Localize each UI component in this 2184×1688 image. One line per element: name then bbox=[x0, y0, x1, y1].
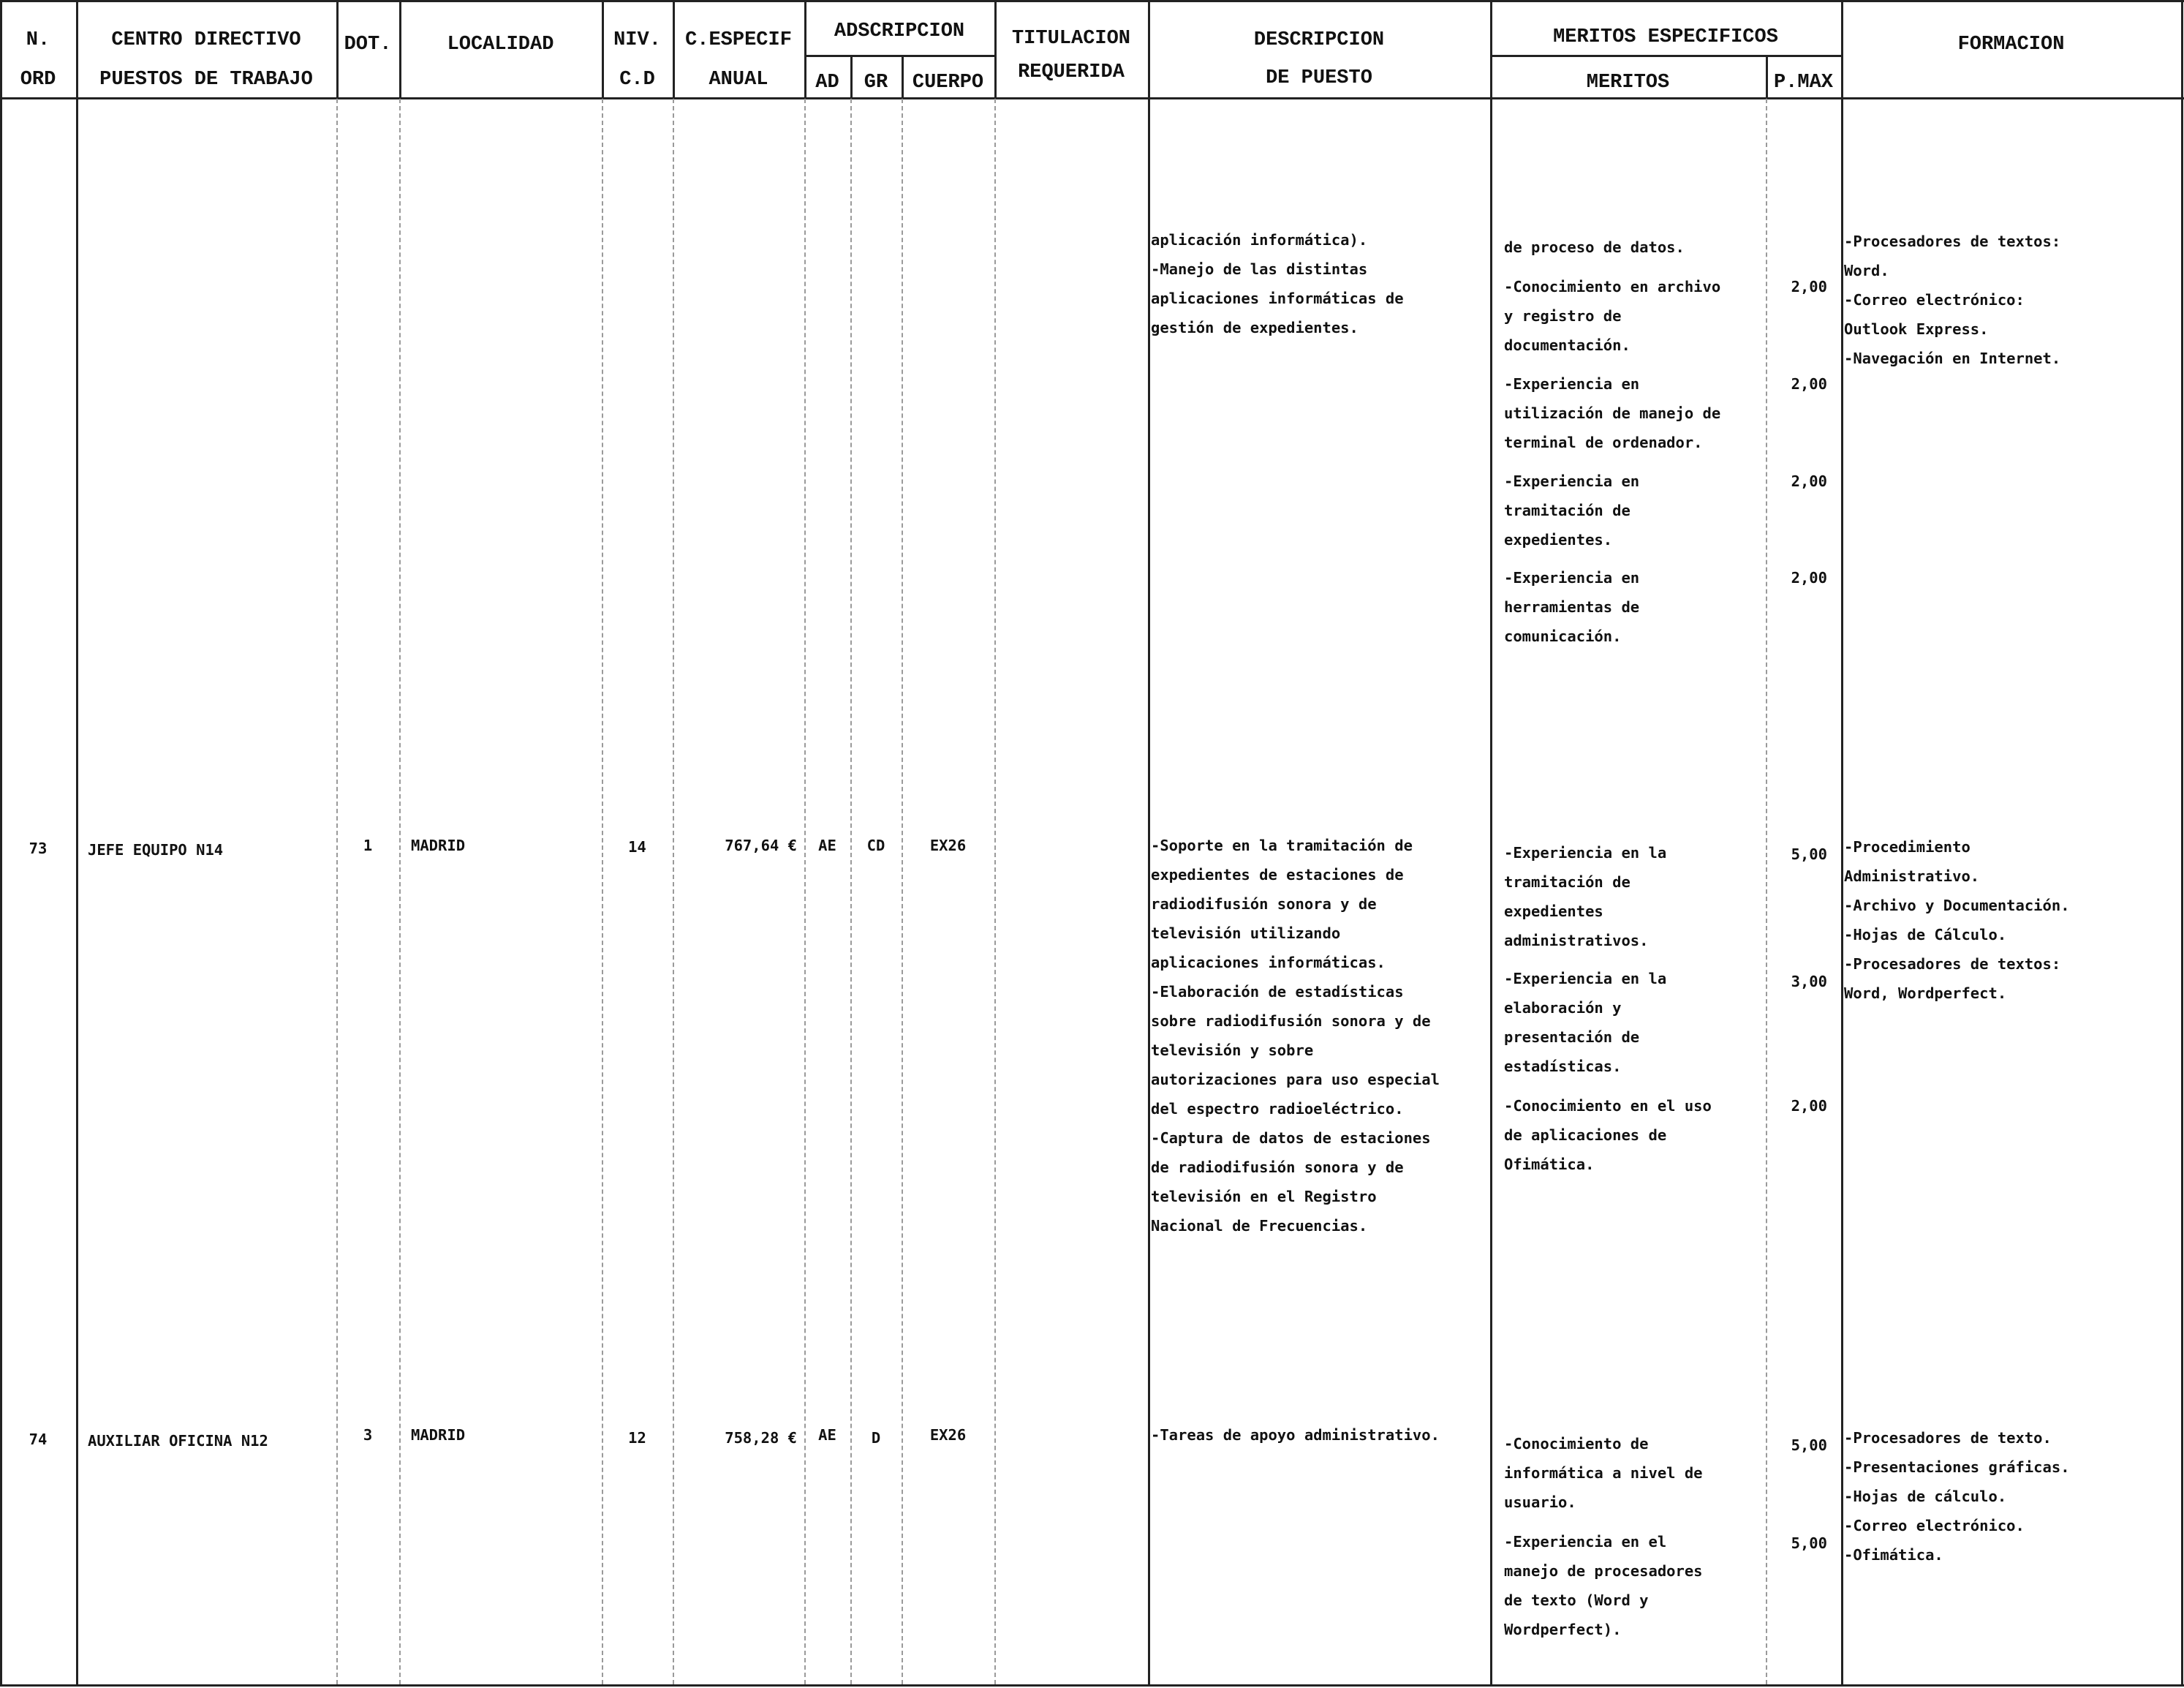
row-73-pmax-1: 5,00 bbox=[1791, 845, 1827, 863]
body-line-dot bbox=[399, 99, 401, 1684]
header-gr: GR bbox=[864, 72, 888, 94]
row-74-niv: 12 bbox=[628, 1429, 646, 1447]
header-meritos-especificos: MERITOS ESPECIFICOS bbox=[1553, 26, 1778, 48]
row-continuation-pmax-2: 2,00 bbox=[1791, 278, 1827, 295]
row-74-merito-1: -Conocimiento de informática a nivel de usuario. bbox=[1504, 1435, 1703, 1511]
row-73-puesto: JEFE EQUIPO N14 bbox=[88, 841, 224, 859]
header-bottom-border bbox=[0, 97, 2184, 99]
header-requerida: REQUERIDA bbox=[1018, 61, 1125, 83]
row-74-gr: D bbox=[871, 1429, 881, 1447]
meritos-subdivider bbox=[1490, 55, 1841, 57]
col-line-right bbox=[2181, 0, 2183, 1687]
row-74-pmax-2: 5,00 bbox=[1791, 1534, 1827, 1552]
col-line-ord bbox=[76, 0, 78, 1687]
row-74-n-ord: 74 bbox=[29, 1431, 48, 1448]
row-74-descripcion: -Tareas de apoyo administrativo. bbox=[1151, 1426, 1440, 1444]
header-meritos: MERITOS bbox=[1586, 72, 1670, 94]
header-pmax: P.MAX bbox=[1773, 72, 1833, 94]
row-continuation-pmax-4: 2,00 bbox=[1791, 472, 1827, 490]
row-74-merito-2: -Experiencia en el manejo de procesadores de texto (Word y Wordperfect). bbox=[1504, 1533, 1703, 1638]
header-titulacion: TITULACION bbox=[1011, 28, 1131, 50]
row-74-pmax-1: 5,00 bbox=[1791, 1436, 1827, 1454]
col-line-titulacion bbox=[1148, 0, 1150, 1687]
header-cuerpo: CUERPO bbox=[912, 72, 984, 94]
row-73-localidad: MADRID bbox=[411, 837, 466, 854]
header-n-ord: N. bbox=[26, 29, 50, 51]
table-top-border bbox=[0, 0, 2184, 2]
row-73-merito-2: -Experiencia en la elaboración y presentación de estadísticas. bbox=[1504, 970, 1667, 1075]
row-73-cuerpo: EX26 bbox=[929, 837, 967, 854]
header-de-puesto: DE PUESTO bbox=[1266, 67, 1372, 89]
row-continuation-merito-5: -Experiencia en herramientas de comunicación. bbox=[1504, 569, 1640, 645]
row-74-cespecif: 758,28 € bbox=[725, 1429, 797, 1447]
row-74-dot: 3 bbox=[363, 1426, 373, 1444]
row-continuation-formacion: -Procesadores de textos: Word. -Correo electrónico: Outlook Express. -Navegación en Internet. bbox=[1844, 233, 2061, 367]
row-continuation-pmax-3: 2,00 bbox=[1791, 375, 1827, 393]
header-niv: NIV. bbox=[613, 29, 661, 51]
row-73-gr: CD bbox=[866, 837, 885, 854]
row-73-merito-3: -Conocimiento en el uso de aplicaciones de Ofimática. bbox=[1504, 1097, 1712, 1173]
header-cd: C.D bbox=[619, 69, 655, 91]
adscripcion-subdivider bbox=[804, 55, 994, 57]
row-73-niv: 14 bbox=[628, 838, 646, 856]
row-continuation-merito-4: -Experiencia en tramitación de expedientes. bbox=[1504, 472, 1640, 549]
row-73-descripcion: -Soporte en la tramitación de expedientes de estaciones de radiodifusión sonora y de televisión utilizando aplicaciones informáticas. -Elaboración de estadísticas sobre radiodifusión sonora y de televisión y sobre autorizaciones para uso especial del espectro radioeléctrico. -Captura de datos de estaciones de radiodifusión sonora y de televisión en el Registro Nacional de Frecuencias. bbox=[1151, 837, 1440, 1235]
header-formacion: FORMACION bbox=[1957, 34, 2065, 56]
header-descripcion: DESCRIPCION bbox=[1253, 29, 1385, 51]
header-anual: ANUAL bbox=[709, 69, 768, 91]
table-bottom-border bbox=[0, 1684, 2184, 1687]
header-cespecif: C.ESPECIF bbox=[685, 29, 792, 51]
header-n-ord-2: ORD bbox=[20, 69, 56, 91]
header-localidad: LOCALIDAD bbox=[447, 34, 554, 56]
row-74-localidad: MADRID bbox=[411, 1426, 466, 1444]
row-73-pmax-3: 2,00 bbox=[1791, 1097, 1827, 1115]
body-line-cuerpo bbox=[994, 99, 996, 1684]
row-74-formacion: -Procesadores de texto. -Presentaciones gráficas. -Hojas de cálculo. -Correo electrónico. -Ofimática. bbox=[1844, 1429, 2070, 1564]
row-continuation-merito-3: -Experiencia en utilización de manejo de terminal de ordenador. bbox=[1504, 375, 1721, 451]
header-centro-directivo: CENTRO DIRECTIVO bbox=[111, 29, 301, 51]
row-73-merito-1: -Experiencia en la tramitación de expedientes administrativos. bbox=[1504, 844, 1667, 949]
row-74-cuerpo: EX26 bbox=[929, 1426, 967, 1444]
header-adscripcion: ADSCRIPCION bbox=[834, 20, 965, 42]
row-continuation-descripcion: aplicación informática). -Manejo de las distintas aplicaciones informáticas de gestión de expedientes. bbox=[1151, 231, 1404, 336]
header-dot: DOT. bbox=[344, 34, 392, 56]
row-74-ad: AE bbox=[818, 1426, 836, 1444]
row-73-formacion: -Procedimiento Administrativo. -Archivo y Documentación. -Hojas de Cálculo. -Procesadores de textos: Word, Wordperfect. bbox=[1844, 838, 2070, 1002]
header-ad: AD bbox=[815, 72, 839, 94]
row-73-n-ord: 73 bbox=[29, 840, 48, 857]
col-line-descripcion bbox=[1490, 0, 1492, 1687]
col-line-formacion bbox=[1841, 0, 1843, 1687]
header-puestos-de-trabajo: PUESTOS DE TRABAJO bbox=[99, 69, 313, 91]
row-73-dot: 1 bbox=[363, 837, 373, 854]
row-74-puesto: AUXILIAR OFICINA N12 bbox=[88, 1432, 268, 1450]
row-73-pmax-2: 3,00 bbox=[1791, 973, 1827, 990]
row-73-ad: AE bbox=[818, 837, 836, 854]
row-continuation-merito-2: -Conocimiento en archivo y registro de documentación. bbox=[1504, 278, 1721, 354]
row-73-cespecif: 767,64 € bbox=[725, 837, 797, 854]
row-continuation-pmax-5: 2,00 bbox=[1791, 569, 1827, 587]
row-continuation-merito-1: de proceso de datos. bbox=[1504, 238, 1685, 256]
